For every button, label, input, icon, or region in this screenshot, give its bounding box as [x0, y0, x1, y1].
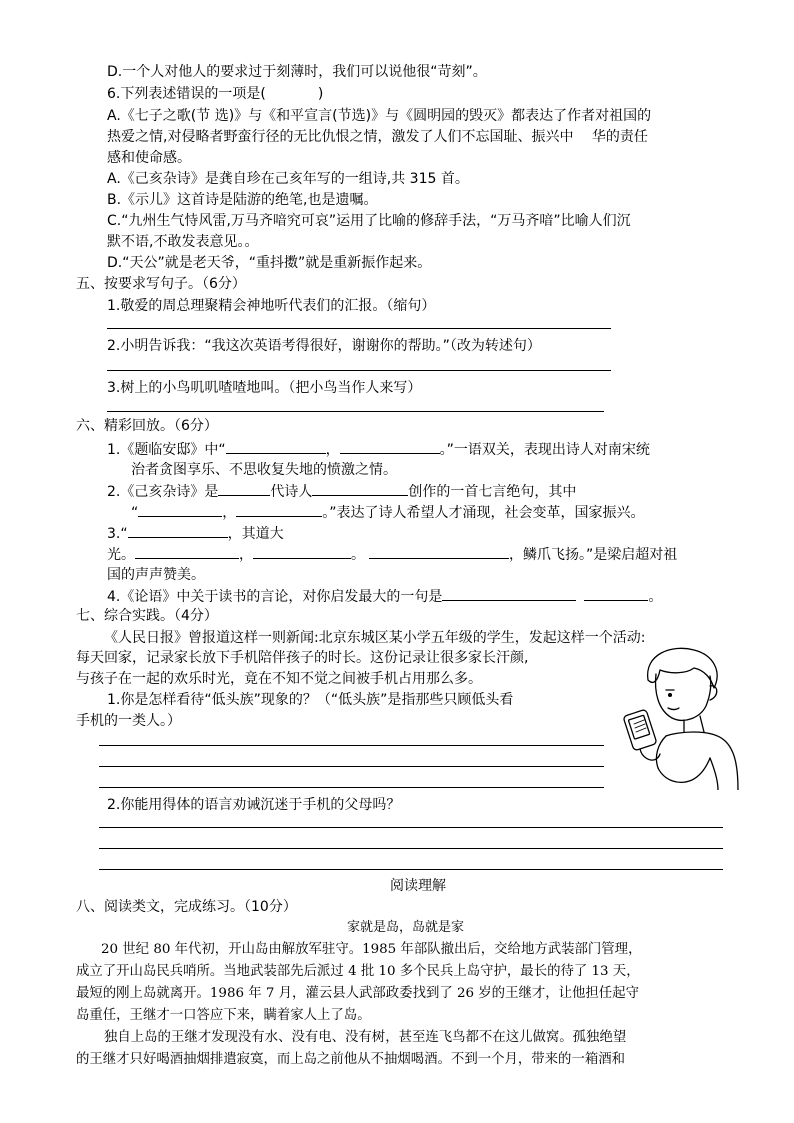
s6-q3-blank-4[interactable]	[369, 544, 509, 559]
s7-q1-line1: 1.你是怎样看待“低头族”现象的？（“低头族”是指那些只顾低头看	[107, 692, 514, 708]
s7-q2-answer-line-3[interactable]	[99, 869, 723, 870]
article-p1-line2: 成立了开山岛民兵哨所。当地武装部先后派过 4 批 10 多个民兵上岛守护，最长的待了 13 天，	[76, 964, 640, 979]
s6-q3-line2	[107, 544, 677, 565]
s7-q2: 2.你能用得体的语言劝诫沉迷于手机的父母吗？	[107, 797, 401, 813]
s6-q2-text-b: 代诗人	[270, 484, 313, 500]
s5-q1-answer-line[interactable]	[107, 328, 611, 329]
s6-q2-text-d: 。”表达了诗人希望人才涌现，社会变革，国家振兴。	[322, 505, 645, 521]
s6-q4	[107, 586, 662, 607]
q6-answer-blank[interactable]	[266, 84, 318, 98]
q6-option-b: A.《己亥杂诗》是龚自珍在己亥年写的一组诗,共 315 首。	[107, 171, 469, 187]
s7-q2-answer-line-2[interactable]	[99, 848, 723, 849]
s6-q3-blank-1[interactable]	[128, 523, 228, 538]
article-p2-line2: 的王继才只好喝酒抽烟排遣寂寞，而上岛之前他从不抽烟喝酒。不到一个月，带来的一箱酒和	[76, 1052, 626, 1067]
s5-q1: 1.敬爱的周总理聚精会神地听代表们的汇报。（缩句）	[107, 298, 436, 314]
s6-q2-quote-open: “	[131, 505, 139, 521]
article-title: 家就是岛，岛就是家	[347, 920, 465, 935]
s6-q1-sep: ，	[325, 442, 340, 458]
s6-q1-line2: 治者贪图享乐、不思收复失地的愤激之情。	[131, 462, 397, 478]
s6-q3-line3: 国的声声赞美。	[107, 567, 205, 583]
s7-passage-line1: 《人民日报》曾报道这样一则新闻:北京东城区某小学五年级的学生，发起这样一个活动:	[104, 630, 646, 646]
q6-option-a-line3: 感和使命感。	[107, 150, 191, 166]
q6-option-a-line2: 热爱之情,对侵略者野蛮行径的无比仇恨之情，激发了人们不忘国耻、振兴中 华的责任	[107, 129, 648, 145]
section-8-title: 八、阅读类文，完成练习。（10分）	[76, 899, 297, 915]
s6-q4-text-b: 。	[648, 589, 663, 605]
boy-with-phone-illustration	[614, 640, 744, 790]
s7-q2-answer-line-1[interactable]	[99, 827, 723, 828]
s6-q2-sep: ，	[222, 505, 237, 521]
s7-passage-line2: 每天回家，记录家长放下手机陪伴孩子的时长。这份记录让很多家长汗颜,	[76, 650, 529, 666]
q6-stem-text: 6.下列表述错误的一项是(	[107, 86, 266, 102]
reading-section-heading: 阅读理解	[390, 878, 446, 894]
article-p1-line1: 20 世纪 80 年代初，开山岛由解放军驻守。1985 年部队撤出后，交给地方武装部门管理，	[101, 942, 642, 957]
q6-option-e: D.“天公”就是老天爷，“重抖擞”就是重新振作起来。	[107, 255, 432, 271]
s6-q2-line2	[131, 502, 645, 523]
s6-q3-text-d: ，鳞爪飞扬。”是梁启超对祖	[509, 547, 678, 563]
q6-option-a-line1: A.《七子之歌(节 选)》与《和平宣言(节选)》与《圆明园的毁灭》都表达了作者对祖国的	[107, 108, 652, 124]
s5-q2-answer-line[interactable]	[107, 370, 611, 371]
s6-q1-blank-1[interactable]	[226, 439, 326, 454]
s6-q1-blank-2[interactable]	[340, 439, 440, 454]
article-p1-line4: 岛重任，王继才一口答应下来，瞒着家人上了岛。	[76, 1008, 371, 1023]
s5-q3-answer-line[interactable]	[107, 411, 604, 412]
s6-q2-blank-2[interactable]	[236, 502, 322, 517]
article-p1-line3: 最短的刚上岛就离开。1986 年 7 月，灌云县人武部政委找到了 26 岁的王继才，让他担任起守	[76, 986, 639, 1001]
q6-stem-close: )	[317, 86, 324, 102]
s7-passage-line3: 与孩子在一起的欢乐时光，竟在不知不觉之间被手机占用那么多。	[76, 671, 482, 687]
q5-option-d: D.一个人对他人的要求过于刻薄时，我们可以说他很“苛刻”。	[107, 64, 487, 80]
s6-q3-sep-1: ，	[239, 547, 253, 563]
s6-q1-line1	[107, 439, 650, 460]
s6-q3-sep-2: 。	[351, 547, 365, 563]
s7-q1-answer-line-3[interactable]	[99, 787, 604, 788]
q6-option-c: B.《示儿》这首诗是陆游的绝笔,也是遗嘱。	[107, 192, 378, 208]
s6-q2-text-c: 创作的一首七言绝句，其中	[408, 484, 577, 500]
s5-q2: 2.小明告诉我：“我这次英语考得很好，谢谢你的帮助。”（改为转述句）	[107, 338, 541, 354]
s7-q1-answer-line-1[interactable]	[99, 745, 604, 746]
s6-q3-blank-3[interactable]	[253, 544, 351, 559]
s6-q2-line1	[107, 481, 576, 502]
s7-q1-answer-line-2[interactable]	[99, 766, 604, 767]
s6-q3-blank-2[interactable]	[135, 544, 239, 559]
s6-q4-text-a: 4.《论语》中关于读书的言论，对你启发最大的一句是	[107, 589, 443, 605]
q6-option-d-line1: C.“九州生气恃风雷,万马齐喑究可哀”运用了比喻的修辞手法，“万马齐喑”比喻人们沉	[107, 213, 631, 229]
s6-q3-line1	[107, 523, 284, 544]
s5-q3: 3.树上的小鸟叽叽喳喳地叫。（把小鸟当作人来写）	[107, 380, 422, 396]
s6-q1-text-b: 。”一语双关，表现出诗人对南宋统	[439, 442, 650, 458]
s6-q2-text-a: 2.《己亥杂诗》是	[107, 484, 219, 500]
section-6-title: 六、精彩回放。（6分）	[76, 418, 218, 434]
s6-q4-blank-1[interactable]	[442, 586, 576, 601]
s6-q1-text-a: 1.《题临安邸》中“	[107, 442, 226, 458]
s7-q1-line2: 手机的一类人。）	[76, 713, 181, 729]
section-5-title: 五、按要求写句子。（6分）	[76, 276, 246, 292]
s6-q2-blank-poet[interactable]	[312, 481, 408, 496]
s6-q3-text-b: ，其道大	[227, 526, 284, 542]
q6-stem	[107, 84, 323, 104]
s6-q3-text-c: 光。	[107, 547, 135, 563]
q6-option-d-line2: 默不语,不敢发表意见。。	[107, 234, 259, 250]
s6-q2-blank-1[interactable]	[138, 502, 222, 517]
article-p2-line1: 独自上岛的王继才发现没有水、没有电、没有树，甚至连飞鸟都不在这儿做窝。孤独绝望	[104, 1030, 627, 1045]
s6-q2-blank-dynasty[interactable]	[218, 481, 270, 496]
s6-q3-text-a: 3.“	[107, 526, 128, 542]
s6-q4-blank-2[interactable]	[584, 586, 648, 601]
section-7-title: 七、综合实践。（4分）	[76, 608, 218, 624]
